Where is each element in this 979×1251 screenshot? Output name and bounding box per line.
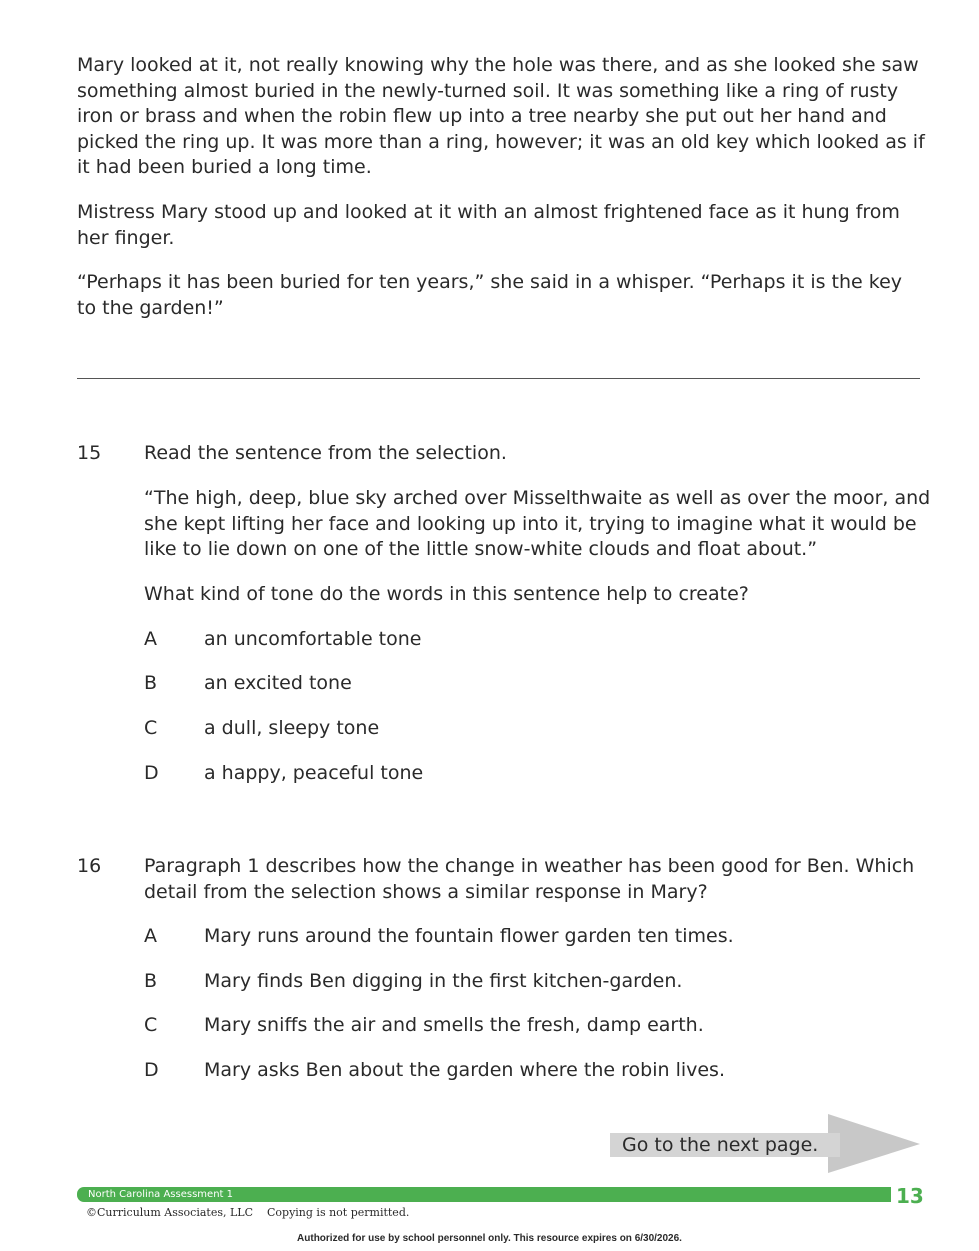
option-text: a happy, peaceful tone [204,762,424,784]
authorization-notice: Authorized for use by school personnel only. This resource expires on 6/30/2026. [297,1233,682,1244]
answer-option[interactable] [144,671,352,697]
option-text: an excited tone [204,672,352,694]
answer-option[interactable] [144,1058,725,1084]
passage-paragraph: “Perhaps it has been buried for ten years,” she said in a whisper. “Perhaps it is the key to the garden!” [77,271,903,319]
option-text: a dull, sleepy tone [204,717,380,739]
option-letter: B [144,970,158,992]
next-page-label: Go to the next page. [610,1133,840,1157]
option-text: Mary finds Ben digging in the first kitchen-garden. [204,970,683,992]
copyright-notice: ©Curriculum Associates, LLC Copying is not permitted. [86,1206,410,1219]
answer-option[interactable] [144,761,423,787]
answer-option[interactable] [144,1013,704,1039]
answer-option[interactable] [144,924,734,950]
passage-paragraph: Mary looked at it, not really knowing why the hole was there, and as she looked she saw something almost buried in the newly-turned soil. It was something like a ring of rusty iron or brass and when the robin flew up into a tree nearby she put out her hand and picked the ring up. It was more than a ring, however; it was an old key which looked as if it had been buried a long time. [77,54,925,178]
answer-option[interactable] [144,716,379,742]
option-text: an uncomfortable tone [204,628,422,650]
question-quote: “The high, deep, blue sky arched over Misselthwaite as well as over the moor, and she kept lifting her face and looking up into it, trying to imagine what it would be like to lie down on one of the little snow-white clouds and float about.” [144,487,931,560]
option-letter: D [144,1059,159,1081]
assessment-name: North Carolina Assessment 1 [77,1187,891,1202]
passage-paragraph: Mistress Mary stood up and looked at it with an almost frightened face as it hung from her finger. [77,201,900,249]
page-number: 13 [896,1184,924,1208]
option-letter: A [144,628,157,650]
option-letter: C [144,1014,158,1036]
option-text: Mary runs around the fountain flower garden ten times. [204,925,734,947]
option-letter: A [144,925,157,947]
option-letter: B [144,672,158,694]
next-page-button[interactable] [610,1114,922,1174]
option-text: Mary sniffs the air and smells the fresh, damp earth. [204,1014,704,1036]
question-prompt: Read the sentence from the selection. [144,442,507,464]
section-divider [77,378,920,379]
answer-option[interactable] [144,969,682,995]
question-stem: Paragraph 1 describes how the change in weather has been good for Ben. Which detail from the selection shows a similar response in Mary? [144,855,915,903]
option-letter: D [144,762,159,784]
question-stem: What kind of tone do the words in this sentence help to create? [144,583,749,605]
question-number: 16 [77,855,102,877]
option-text: Mary asks Ben about the garden where the robin lives. [204,1059,725,1081]
option-letter: C [144,717,158,739]
answer-option[interactable] [144,627,421,653]
question-number: 15 [77,442,102,464]
